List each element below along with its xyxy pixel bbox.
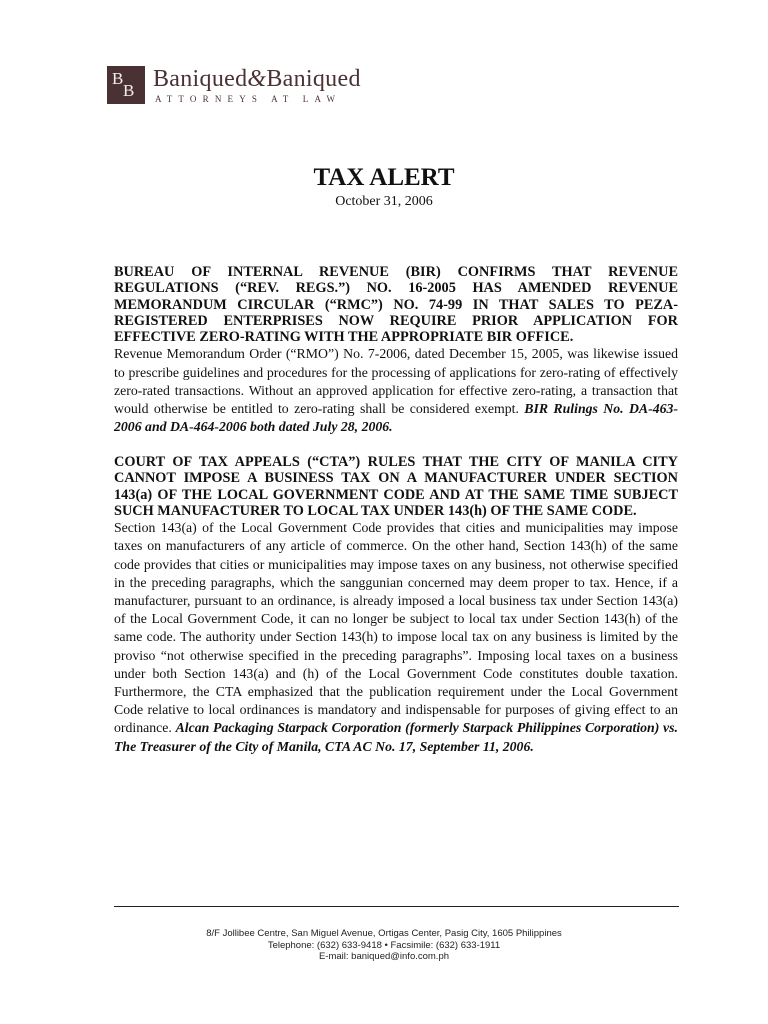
- section-citation: BIR Rulings No. DA-463-2006 and DA-464-2006 both dated July 28, 2006.: [114, 401, 678, 435]
- footer-phones: Telephone: (632) 633-9418 • Facsimile: (632) 633-1911: [267, 939, 501, 951]
- document-date: October 31, 2006: [335, 194, 433, 209]
- firm-subtitle: ATTORNEYS AT LAW: [155, 94, 342, 104]
- footer-address: 8/F Jollibee Centre, San Miguel Avenue, Ortigas Center, Pasig City, 1605 Philippines: [206, 928, 562, 939]
- document-title: TAX ALERT: [313, 164, 455, 191]
- section-heading: BUREAU OF INTERNAL REVENUE (BIR) CONFIRMS THAT REVENUE REGULATIONS (“REV. REGS.”) NO. 16-2005 HAS AMENDED REVENUE MEMORANDUM CIRCULAR (“RMC”) NO. 74-99 IN THAT SALES TO PEZA-REGISTERED ENTERPRISES NOW REQUIRE PRIOR APPLICATION FOR EFFECTIVE ZERO-RATING WITH THE APPROPRIATE BIR OFFICE.: [114, 264, 678, 346]
- footer-divider: [114, 906, 679, 907]
- alert-section-bir: [114, 264, 678, 437]
- section-citation: Alcan Packaging Starpack Corporation (formerly Starpack Philippines Corporation) vs. The Treasurer of the City of Manila, CTA AC No. 17, September 11, 2006.: [114, 720, 678, 754]
- alert-section-cta: [114, 454, 678, 756]
- firm-name: Baniqued&Baniqued: [153, 66, 361, 92]
- firm-logo: [107, 66, 407, 106]
- section-body: Section 143(a) of the Local Government Code provides that cities and municipalities may impose taxes on manufacturers of any article of commerce. On the other hand, Section 143(h) of the same code provides that cities or municipalities may impose taxes on any business, not otherwise specified in the preceding paragraphs, which the sanggunian concerned may deem proper to tax. Hence, if a manufacturer, pursuant to an ordinance, is already imposed a local business tax under Section 143(a) of the Local Government Code, it can no longer be subject to local tax under Section 143(h) of the same code. The authority under Section 143(h) to impose local tax on any business is limited by the proviso “not otherwise specified in the preceding paragraphs”. Imposing local taxes on a business under both Section 143(a) and (h) of the Local Government Code constitutes double taxation. Furthermore, the CTA emphasized that the publication requirement under the Local Government Code relative to local ordinances is mandatory and indispensable for purposes of giving effect to an ordinance. Alcan Packaging Starpack Corporation (formerly Starpack Philippines Corporation) vs. The Treasurer of the City of Manila, CTA AC No. 17, September 11, 2006.: [114, 520, 678, 754]
- section-heading: COURT OF TAX APPEALS (“CTA”) RULES THAT THE CITY OF MANILA CITY CANNOT IMPOSE A BUSINESS TAX ON A MANUFACTURER UNDER SECTION 143(a) OF THE LOCAL GOVERNMENT CODE AND AT THE SAME TIME SUBJECT SUCH MANUFACTURER TO LOCAL TAX UNDER 143(h) OF THE SAME CODE.: [114, 454, 678, 519]
- footer-email: E-mail: baniqued@info.com.ph: [318, 951, 450, 962]
- firm-monogram-icon: B B: [107, 66, 145, 104]
- section-body: Revenue Memorandum Order (“RMO”) No. 7-2006, dated December 15, 2005, was likewise issued to prescribe guidelines and procedures for the processing of applications for zero-rating of effectively zero-rated transactions. Without an approved application for effective zero-rating, a transaction that would otherwise be entitled to zero-rating shall be considered exempt. BIR Rulings No. DA-463-2006 and DA-464-2006 both dated July 28, 2006.: [114, 346, 678, 435]
- footer: [0, 928, 768, 963]
